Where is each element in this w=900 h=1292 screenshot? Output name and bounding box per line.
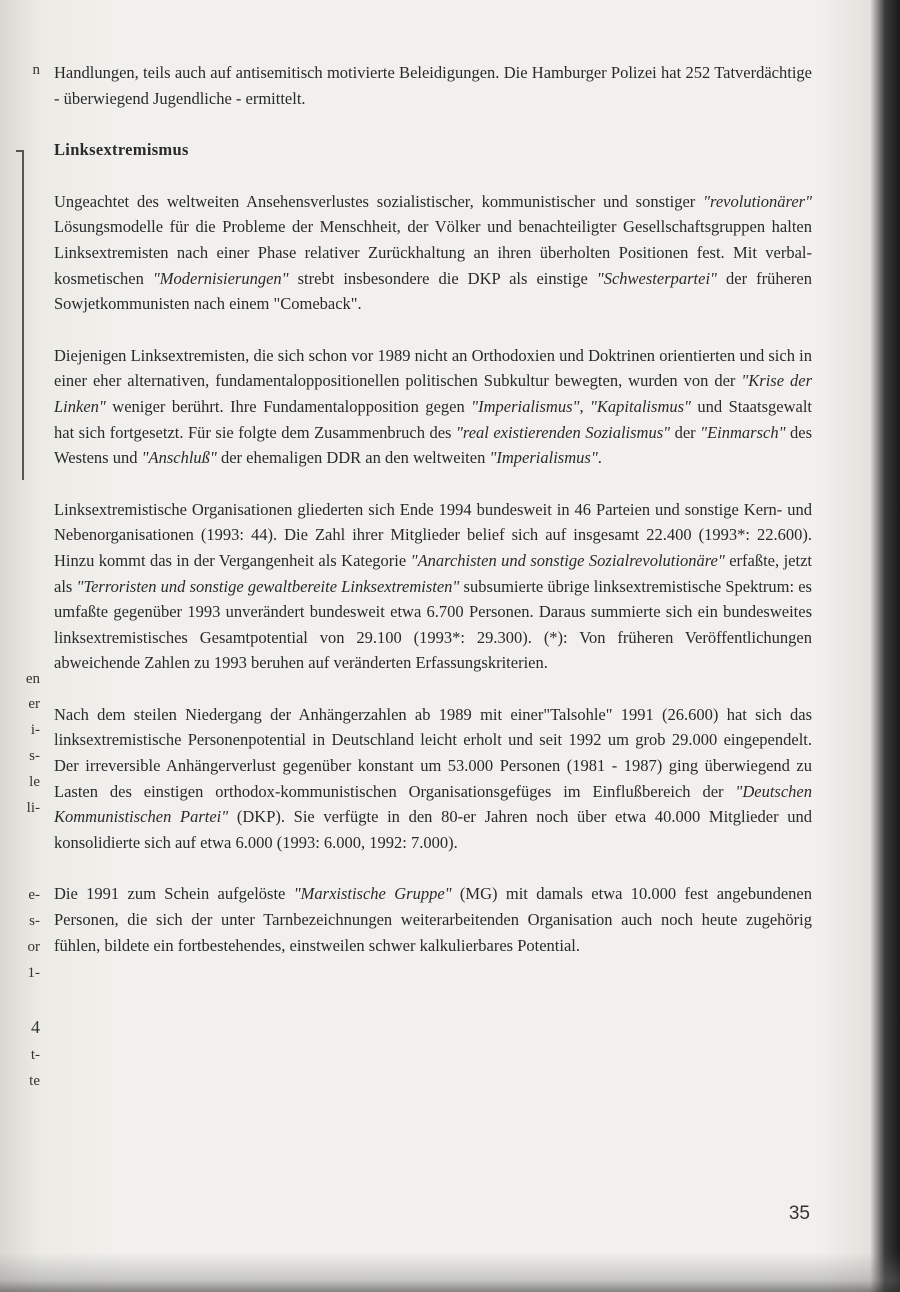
text-run: (MG) mit damals etwa 10.000 fest angebundenen Personen, die sich der unter Tarnbezeichnungen weiterarbeitenden Organisation auch noch heute zugehörig fühlen, bildete ein fortbestehendes, einstweilen schwer kalkulierbares Potential. xyxy=(54,884,812,955)
margin-fragment: li- xyxy=(26,800,40,816)
paragraph xyxy=(54,189,812,317)
italic-quote: "Anschluß" xyxy=(141,448,217,468)
italic-quote: "Imperialismus" xyxy=(471,396,580,416)
text-run: erfaßte, jetzt als xyxy=(54,550,812,596)
paragraph xyxy=(54,343,812,471)
text-run: Nach dem steilen Niedergang der Anhängerzahlen ab 1989 mit einer"Talsohle" 1991 (26.600) hat sich das linksextremistische Personenpotential in Deutschland leicht erholt und seit 1992 um grob 29.000 eingependelt. Der irreversible Anhängerverlust gegenüber konstant um 53.000 Personen (1981 - 1987) ging überwiegend zu Lasten des einstigen orthodox-kommunistischen Organisationsgefüges im Einflußbereich der xyxy=(54,704,812,801)
text-run: der ehemaligen DDR an den weltweiten xyxy=(216,448,490,468)
margin-fragment: s- xyxy=(29,913,40,929)
text-run: weniger berührt. Ihre Fundamentalopposition gegen xyxy=(105,396,472,416)
italic-quote: "Modernisierungen" xyxy=(152,268,289,288)
italic-quote: "Deutschen Kommunistischen Partei" xyxy=(54,781,812,827)
text-run: Linksextremistische Organisationen gliederten sich Ende 1994 bundesweit in 46 Parteien und sonstige Kern- und Nebenorganisationen (1993: 44). Die Zahl ihrer Mitglieder belief sich auf insgesamt 22.400 (1993*: 22.600). Hinzu kommt das in der Vergangenheit als Kategorie xyxy=(54,499,812,570)
italic-quote: "revolutionärer" xyxy=(703,191,812,211)
text-run: der xyxy=(670,422,701,442)
text-run: Die 1991 zum Schein aufgelöste xyxy=(54,884,294,904)
margin-fragment: en xyxy=(25,671,40,687)
text-run: (DKP). Sie verfügte in den 80-er Jahren noch über etwa 40.000 Mitglieder und konsolidierte sich auf etwa 6.000 (1993: 6.000, 1992: 7.000). xyxy=(54,807,813,852)
italic-quote: "Kapitalismus" xyxy=(590,396,691,416)
margin-fragment: er xyxy=(28,696,40,712)
scan-shadow xyxy=(0,1252,900,1292)
text-run: Ungeachtet des weltweiten Ansehensverlustes sozialistischer, kommunistischer und sonstiger xyxy=(54,191,704,211)
margin-rule xyxy=(22,150,24,480)
margin-fragment: e- xyxy=(28,887,40,903)
text-run: subsumierte übrige linksextremistische Spektrum: es umfaßte gegenüber 1993 unverändert bundesweit etwa 6.700 Personen. Daraus summierte sich ein bundesweites linksextremistisches Gesamtpotential von 29.100 (1993*: 29.300). (*): Von früheren Veröffentlichungen abweichende Zahlen zu 1993 beruhen auf veränderten Erfassungskriterien. xyxy=(54,576,812,673)
margin-fragment: le xyxy=(29,774,40,790)
italic-quote: "real existierenden Sozialismus" xyxy=(455,422,671,442)
paragraph xyxy=(54,881,812,958)
italic-quote: "Anarchisten und sonstige Sozialrevolutionäre" xyxy=(410,550,725,570)
margin-fragment: s- xyxy=(29,748,40,764)
paragraph xyxy=(54,702,812,856)
italic-quote: "Imperialismus" xyxy=(489,448,598,468)
margin-fragment: or xyxy=(27,939,40,955)
text-run: und Staatsgewalt hat sich fortgesetzt. Für sie folgte dem Zusammenbruch des xyxy=(54,396,812,442)
italic-quote: "Terroristen und sonstige gewaltbereite Linksextremisten" xyxy=(76,576,460,596)
italic-quote: "Krise der Linken" xyxy=(54,371,813,416)
page-content xyxy=(54,60,812,984)
italic-quote: "Schwesterpartei" xyxy=(596,268,717,288)
margin-fragment: 1- xyxy=(27,965,40,981)
text-run: Lösungsmodelle für die Probleme der Menschheit, der Völker und benachteiligter Gesellschaftsgruppen halten Linksextremisten nach einer Phase relativer Zurückhaltung an ihren überholten Positionen fest. Mit verbal-kosmetischen xyxy=(54,217,812,288)
text-run: , xyxy=(579,396,590,416)
italic-quote: "Einmarsch" xyxy=(700,422,786,442)
margin-fragment: 4 xyxy=(31,1017,40,1037)
italic-quote: "Marxistische Gruppe" xyxy=(293,884,452,904)
text-run: strebt insbesondere die DKP als einstige xyxy=(288,268,597,288)
margin-fragment: n xyxy=(32,62,40,78)
text-run: . xyxy=(597,448,602,468)
section-heading: Linksextremismus xyxy=(54,140,189,160)
page-number: 35 xyxy=(788,1203,810,1224)
text-run: des Westens und xyxy=(54,422,812,468)
margin-fragment: te xyxy=(29,1073,40,1089)
paragraph-intro: Handlungen, teils auch auf antisemitisch motivierte Beleidigungen. Die Hamburger Polizei hat 252 Tatverdächtige - überwiegend Jugendliche - ermittelt. xyxy=(54,63,812,108)
paragraph xyxy=(54,497,812,676)
text-run: der früheren Sowjetkommunisten nach einem "Comeback". xyxy=(54,268,812,314)
margin-fragment: i- xyxy=(30,722,40,738)
margin-fragment: t- xyxy=(30,1047,40,1063)
text-run: Diejenigen Linksextremisten, die sich schon vor 1989 nicht an Orthodoxien und Doktrinen orientierten und sich in einer eher alternativen, fundamentaloppositionellen politischen Subkultur bewegten, wurden von der xyxy=(54,345,812,391)
